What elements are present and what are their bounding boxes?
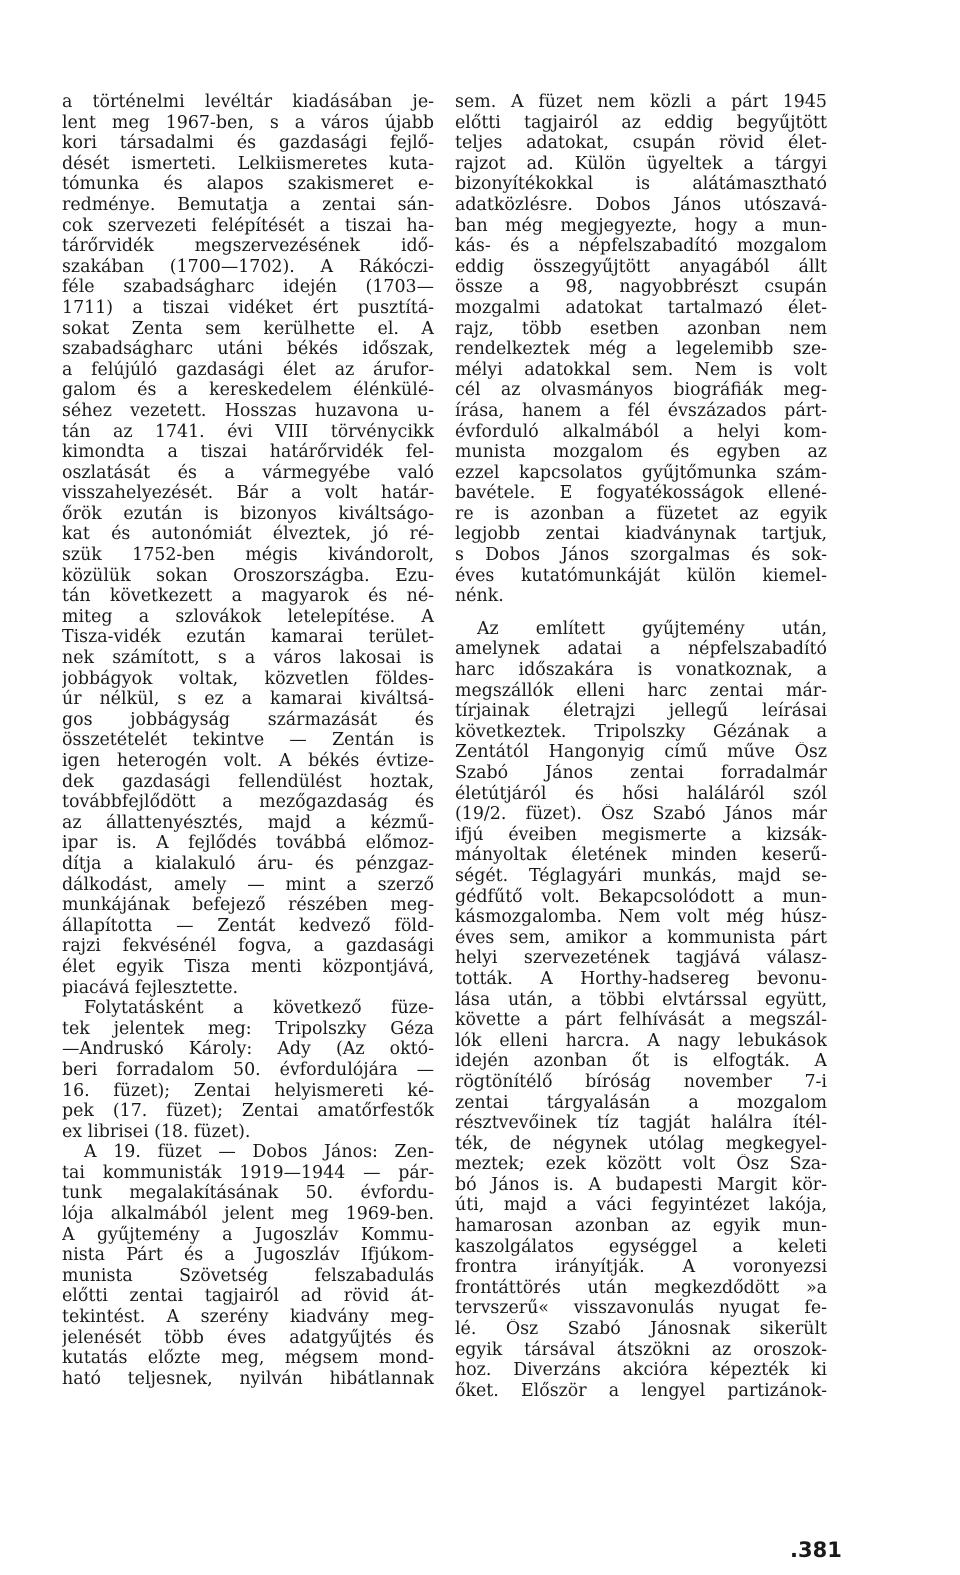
text-line: megszállók elleni harc zentai már- <box>455 680 827 701</box>
text-line: galom és a kereskedelem élénkülé- <box>62 380 434 401</box>
text-line: éves kutatómunkáját külön kiemel- <box>455 565 827 586</box>
text-line: rögtönítélő bíróság november 7-i <box>455 1071 827 1092</box>
text-line: dek gazdasági fellendülést hoztak, <box>62 771 434 792</box>
text-line: következtek. Tripolszky Gézának a <box>455 721 827 742</box>
text-line: 1711) a tiszai vidéket ért pusztítá- <box>62 297 434 318</box>
text-line: hamarosan azonban az egyik mun- <box>455 1216 827 1237</box>
text-line: tárőrvidék megszervezésének idő- <box>62 236 434 257</box>
text-line: dítja a kialakuló áru- és pénzgaz- <box>62 853 434 874</box>
text-line: rajzi fekvésénél fogva, a gazdasági <box>62 936 434 957</box>
text-line: őket. Először a lengyel partizánok- <box>455 1380 827 1401</box>
text-line: ban még megjegyezte, hogy a mun- <box>455 215 827 236</box>
text-line: piacává fejlesztette. <box>62 977 239 998</box>
text-line: miteg a szlovákok letelepítése. A <box>62 606 434 627</box>
text-line: közülük sokan Oroszországba. Ezu- <box>62 565 434 586</box>
text-line: jelenését több éves adatgyűjtés és <box>62 1327 434 1348</box>
text-line: cél az olvasmányos biográfiák meg- <box>455 380 827 401</box>
text-line: eddig összegyűjtött anyagából állt <box>455 256 827 277</box>
text-line: előtti zentai tagjairól ad rövid át- <box>62 1286 434 1307</box>
text-line: jobbágyok voltak, közvetlen földes- <box>62 668 434 689</box>
text-line: legjobb zentai kiadványnak tartjuk, <box>455 524 827 545</box>
text-line: Az említett gyűjtemény után, <box>477 618 827 639</box>
text-line: a történelmi levéltár kiadásában je- <box>62 92 434 112</box>
text-line: idején azonban őt is elfogták. A <box>455 1051 827 1072</box>
text-line: igen heterogén volt. A békés évtize- <box>62 751 434 771</box>
text-line: gédfűtő volt. Bekapcsolódott a mun- <box>455 886 827 907</box>
text-line: visszahelyezését. Bár a volt határ- <box>62 483 434 504</box>
text-line: kimondta a tiszai határőrvidék fel- <box>62 442 434 463</box>
text-line: résztvevőinek tíz tagját halálra ítél- <box>455 1113 827 1134</box>
text-line: rendelkeztek még a legelemibb sze- <box>455 339 827 360</box>
left-column <box>62 92 434 1389</box>
text-line: bizonyítékokkal is alátámasztható <box>455 174 827 195</box>
text-line: nista Párt és a Jugoszláv Ifjúkom- <box>62 1245 434 1266</box>
text-line: ték, de négynek utólag megkegyel- <box>455 1133 827 1154</box>
text-line: kori társadalmi és gazdasági fejlő- <box>62 133 434 154</box>
text-line: s Dobos János szorgalmas és sok- <box>455 545 827 566</box>
text-line: Szabó János zentai forradalmár <box>455 763 827 783</box>
text-line: rajzot ad. Külön ügyeltek a tárgyi <box>455 153 827 174</box>
text-line: munista Szövetség felszabadulás <box>62 1265 434 1286</box>
text-line: amelynek adatai a népfelszabadító <box>455 639 827 660</box>
text-line: meztek; ezek között volt Ősz Sza- <box>455 1154 827 1175</box>
text-line: évforduló alkalmából a helyi kom- <box>455 421 827 442</box>
text-line: dálkodást, amely — mint a szerző <box>62 874 434 895</box>
text-line: tán az 1741. évi VIII törvénycikk <box>62 421 434 442</box>
text-line: oszlatását és a vármegyébe való <box>62 462 434 483</box>
text-line: 16. füzet); Zentai helyismereti ké- <box>62 1080 434 1101</box>
text-line: lé. Ősz Szabó Jánosnak sikerült <box>455 1319 827 1340</box>
text-line: kásmozgalomba. Nem volt még húsz- <box>455 907 827 928</box>
text-line: az állattenyésztés, majd a kézmű- <box>62 812 434 833</box>
text-line: tai kommunisták 1919—1944 — pár- <box>62 1162 434 1183</box>
text-line: kutatás előzte meg, mégsem mond- <box>62 1348 434 1369</box>
text-line: őrök ezután is bizonyos kiváltságo- <box>62 503 434 524</box>
text-line: kás- és a népfelszabadító mozgalom <box>455 236 827 257</box>
text-line: nénk. <box>455 586 504 607</box>
text-line: dését ismerteti. Lelkiismeretes kuta- <box>62 153 434 174</box>
text-line: frontra irányítják. A voronyezsi <box>455 1257 827 1278</box>
text-line: tekintést. A szerény kiadvány meg- <box>62 1307 434 1328</box>
text-line: írása, hanem a fél évszázados párt- <box>455 400 827 421</box>
text-line: munista mozgalom és egyben az <box>455 442 827 463</box>
text-line: rajz, több esetben azonban nem <box>455 318 827 339</box>
text-line: Tisza-vidék ezután kamarai terület- <box>62 627 434 648</box>
text-line: lója alkalmából jelent meg 1969-ben. <box>62 1204 434 1225</box>
text-line: adatközlésre. Dobos János utószavá- <box>455 194 827 215</box>
text-line: sem. A füzet nem közli a párt 1945 <box>455 92 827 112</box>
text-line: összetételét tekintve — Zentán is <box>62 730 434 751</box>
text-line: frontáttörés után megkezdődött »a <box>455 1277 827 1298</box>
text-line: sokat Zenta sem kerülhette el. A <box>62 318 434 339</box>
text-line: zentai tárgyalásán a mozgalom <box>455 1092 827 1113</box>
text-line: ipar is. A fejlődés továbbá előmoz- <box>62 833 434 854</box>
text-line: lása után, a többi elvtárssal együtt, <box>455 989 827 1010</box>
text-line: tották. A Horthy-hadsereg bevonu- <box>455 968 827 989</box>
text-line: ségét. Téglagyári munkás, majd se- <box>455 865 827 886</box>
text-line: séhez vezetett. Hosszas huzavona u- <box>62 400 434 421</box>
text-line: Folytatásként a következő füze- <box>84 998 434 1019</box>
text-line: kat és autonómiát élveztek, jó ré- <box>62 524 434 545</box>
text-line: továbbfejlődött a mezőgazdaság és <box>62 792 434 813</box>
text-line: bavétele. E fogyatékosságok ellené- <box>455 483 827 504</box>
text-line: úti, majd a váci fegyintézet lakója, <box>455 1195 827 1216</box>
text-line: redménye. Bemutatja a zentai sán- <box>62 194 434 215</box>
text-line: élet egyik Tisza menti központjává, <box>62 956 434 977</box>
text-line: szakában (1700—1702). A Rákóczi- <box>62 256 434 277</box>
text-line: úr nélkül, s ez a kamarai kiváltsá- <box>62 689 434 710</box>
text-line: féle szabadságharc idején (1703— <box>62 277 434 298</box>
text-line: (19/2. füzet). Ősz Szabó János már <box>455 804 827 825</box>
text-line: pek (17. füzet); Zentai amatőrfestők <box>62 1101 434 1122</box>
text-line: Zentától Hangonyig című műve Ősz <box>455 742 827 763</box>
text-line: tek jelentek meg: Tripolszky Géza <box>62 1018 434 1039</box>
text-line: nek számított, s a város lakosai is <box>62 648 434 669</box>
text-line: a felújúló gazdasági élet az árufor- <box>62 359 434 380</box>
page-number: .381 <box>790 1538 842 1562</box>
text-line: bó János is. A budapesti Margit kör- <box>455 1174 827 1195</box>
text-line: mélyi adatokkal sem. Nem is volt <box>455 359 827 380</box>
text-line: előtti tagjairól az eddig begyűjtött <box>455 112 827 133</box>
text-line: tán következett a magyarok és né- <box>62 586 434 607</box>
text-line: gos jobbágyság származását és <box>62 709 434 730</box>
text-line: tervszerű« visszavonulás nyugat fe- <box>455 1298 827 1319</box>
text-line: életútjáról és hősi haláláról szól <box>455 783 827 804</box>
text-line: éves sem, amikor a kommunista párt <box>455 927 827 948</box>
text-line: ezzel kapcsolatos gyűjtőmunka szám- <box>455 462 827 483</box>
text-line: beri forradalom 50. évfordulójára — <box>62 1059 434 1080</box>
text-line: A gyűjtemény a Jugoszláv Kommu- <box>62 1224 434 1245</box>
text-line: mányoltak életének minden keserű- <box>455 845 827 866</box>
paragraph-gap <box>455 607 827 619</box>
text-line: re is azonban a füzetet az egyik <box>455 503 827 524</box>
text-line: harc időszakára is vonatkoznak, a <box>455 660 827 681</box>
text-line: állapította — Zentát kedvező föld- <box>62 915 434 936</box>
text-line: cok szervezeti felépítését a tiszai ha- <box>62 215 434 236</box>
text-line: követte a párt felhívását a megszál- <box>455 1010 827 1031</box>
text-line: munkájának befejező részében meg- <box>62 895 434 916</box>
text-line: ható teljesnek, nyilván hibátlannak <box>62 1368 434 1389</box>
text-line: lent meg 1967-ben, s a város újabb <box>62 112 434 133</box>
text-line: össze a 98, nagyobbrészt csupán <box>455 277 827 298</box>
text-line: hoz. Diverzáns akcióra képezték ki <box>455 1360 827 1381</box>
text-line: helyi szervezetének tagjává válasz- <box>455 948 827 969</box>
text-line: A 19. füzet — Dobos János: Zen- <box>84 1142 434 1163</box>
text-line: lók elleni harcra. A nagy lebukások <box>455 1030 827 1051</box>
text-line: egyik társával átszökni az oroszok- <box>455 1339 827 1360</box>
text-line: —Andruskó Károly: Ady (Az októ- <box>62 1039 434 1060</box>
text-line: tómunka és alapos szakismeret e- <box>62 174 434 195</box>
text-line: ifjú éveiben megismerte a kizsák- <box>455 824 827 845</box>
right-column <box>455 92 827 1401</box>
text-line: mozgalmi adatokat tartalmazó élet- <box>455 297 827 318</box>
text-line: ex librisei (18. füzet). <box>62 1121 251 1142</box>
text-line: tunk megalakításának 50. évfordu- <box>62 1183 434 1204</box>
text-line: szabadságharc utáni békés időszak, <box>62 339 434 360</box>
text-line: tírjainak életrajzi jellegű leírásai <box>455 701 827 722</box>
text-line: szük 1752-ben mégis kivándorolt, <box>62 545 434 566</box>
text-line: kaszolgálatos egységgel a keleti <box>455 1236 827 1257</box>
text-line: teljes adatokat, csupán rövid élet- <box>455 133 827 154</box>
